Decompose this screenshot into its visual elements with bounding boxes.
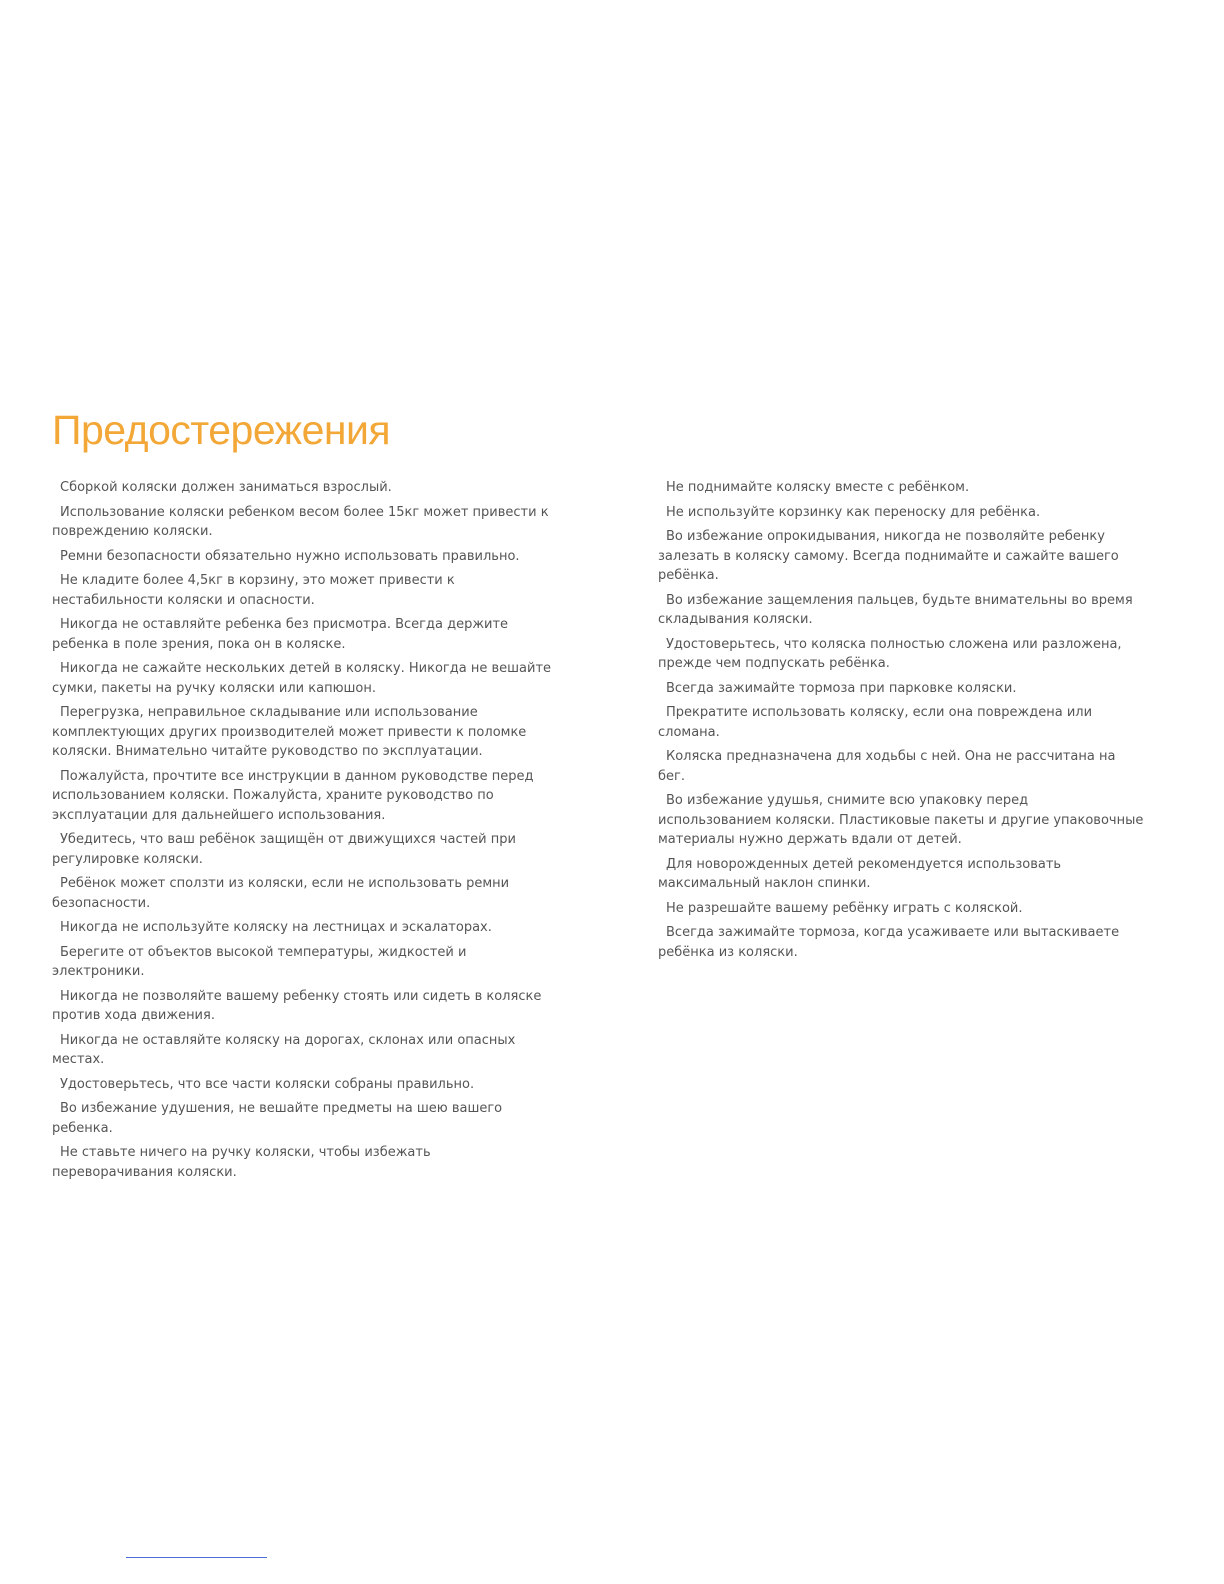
warning-item: Ремни безопасности обязательно нужно использовать правильно. bbox=[60, 548, 520, 564]
warning-item: Никогда не позволяйте вашему ребенку стоять или сидеть в коляске против хода движения. bbox=[52, 988, 542, 1023]
warning-item: Берегите от объектов высокой температуры, жидкостей и электроники. bbox=[52, 944, 467, 979]
warning-item: Не ставьте ничего на ручку коляски, чтобы избежать переворачивания коляски. bbox=[52, 1145, 431, 1180]
warning-item: Сборкой коляски должен заниматься взрослый. bbox=[60, 480, 392, 495]
warning-item: Для новорожденных детей рекомендуется использовать максимальный наклон спинки. bbox=[658, 856, 1062, 891]
warning-item: Никогда не оставляйте ребенка без присмотра. Всегда держите ребенка в поле зрения, пока он в коляске. bbox=[52, 617, 509, 652]
page-title: Предостережения bbox=[52, 407, 391, 453]
warning-item: Не поднимайте коляску вместе с ребёнком. bbox=[666, 480, 970, 495]
warning-item: Не кладите более 4,5кг в корзину, это может привести к нестабильности коляски и опасности. bbox=[52, 573, 455, 608]
warning-item: Прекратите использовать коляску, если она повреждена или сломана. bbox=[658, 705, 1093, 740]
warning-item: Никогда не используйте коляску на лестницах и эскалаторах. bbox=[60, 920, 492, 935]
warning-item: Всегда зажимайте тормоза при парковке коляски. bbox=[666, 680, 1017, 696]
warnings-list-right bbox=[658, 478, 1144, 967]
warning-item: Во избежание опрокидывания, никогда не позволяйте ребенку залезать в коляску самому. Всегда поднимайте и сажайте вашего ребёнка. bbox=[658, 529, 1119, 583]
warning-item: Не разрешайте вашему ребёнку играть с коляской. bbox=[666, 900, 1023, 916]
warning-item: Удостоверьтесь, что все части коляски собраны правильно. bbox=[60, 1076, 475, 1092]
warning-item: Ребёнок может сползти из коляски, если не использовать ремни безопасности. bbox=[52, 876, 510, 911]
warning-item: Пожалуйста, прочтите все инструкции в данном руководстве перед использованием коляски. Пожалуйста, храните руководство по эксплуатации для дальнейшего использования. bbox=[52, 768, 534, 823]
warning-item: Во избежание удушения, не вешайте предметы на шею вашего ребенка. bbox=[52, 1101, 503, 1136]
warnings-list-left bbox=[52, 478, 552, 1187]
warning-item: Убедитесь, что ваш ребёнок защищён от движущихся частей при регулировке коляски. bbox=[52, 832, 516, 867]
warning-item: Не используйте корзинку как переноску для ребёнка. bbox=[666, 504, 1041, 520]
warning-item: Никогда не сажайте нескольких детей в коляску. Никогда не вешайте сумки, пакеты на ручку коляски или капюшон. bbox=[52, 661, 552, 696]
warning-item: Всегда зажимайте тормоза, когда усаживаете или вытаскиваете ребёнка из коляски. bbox=[658, 925, 1120, 960]
warning-item: Удостоверьтесь, что коляска полностью сложена или разложена, прежде чем подпускать ребёнка. bbox=[658, 636, 1122, 671]
footer-rule bbox=[126, 1557, 267, 1558]
warning-item: Перегрузка, неправильное складывание или использование комплектующих других производителей может привести к поломке коляски. Внимательно читайте руководство по эксплуатации. bbox=[52, 705, 527, 759]
warning-item: Никогда не оставляйте коляску на дорогах, склонах или опасных местах. bbox=[52, 1032, 516, 1067]
warning-item: Во избежание удушья, снимите всю упаковку перед использованием коляски. Пластиковые пакеты и другие упаковочные материалы нужно держать вдали от детей. bbox=[658, 793, 1144, 847]
warning-item: Коляска предназначена для ходьбы с ней. Она не рассчитана на бег. bbox=[658, 749, 1116, 784]
warning-item: Во избежание защемления пальцев, будьте внимательны во время складывания коляски. bbox=[658, 592, 1133, 627]
warning-item: Использование коляски ребенком весом более 15кг может привести к повреждению коляски. bbox=[52, 504, 549, 539]
